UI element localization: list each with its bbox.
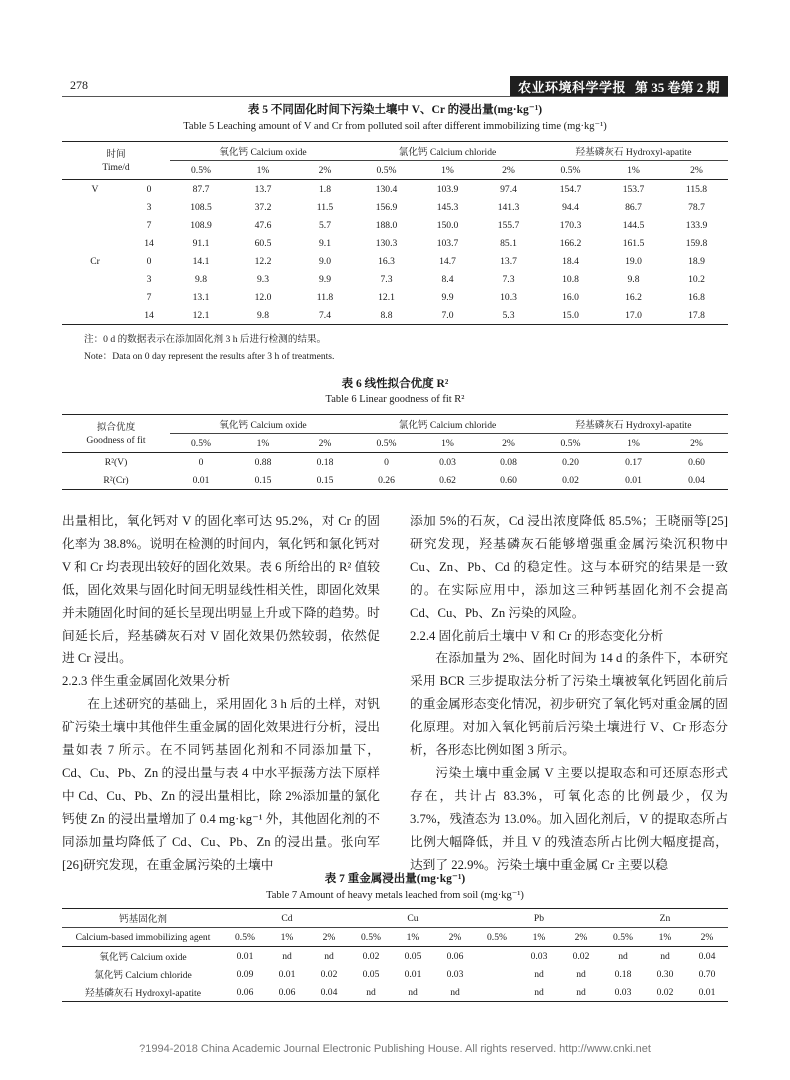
dose-header: 1% (256, 437, 270, 449)
value-cell: 13.7 (254, 183, 272, 195)
table7-caption-en: Table 7 Amount of heavy metals leached from soil (mg·kg⁻¹) (266, 890, 524, 901)
table5-head-time: 时间 Time/d (62, 142, 170, 180)
value-cell: 13.1 (192, 291, 210, 303)
value-cell: 0.03 (446, 968, 464, 980)
value-cell: 19.0 (625, 255, 642, 267)
dose-header: 2% (690, 437, 703, 449)
dose-header: 1% (280, 931, 294, 943)
value-cell: 0.30 (656, 968, 674, 980)
value-cell: nd (534, 986, 544, 998)
value-cell: 11.8 (316, 291, 334, 303)
value-cell: 0.01 (192, 474, 210, 486)
dose-header: 1% (441, 437, 454, 449)
value-cell: 0.01 (236, 950, 254, 962)
value-cell: 8.8 (380, 309, 393, 321)
table5 (62, 141, 728, 325)
paragraph: 出量相比，氧化钙对 V 的固化率可达 95.2%，对 Cr 的固化率为 38.8%。说明在检测的时间内，氧化钙和氯化钙对 V 和 Cr 均表现出较好的固化效果。表 6 所给出的 R² 值较低，固化效果与固化时间无明显线性相关性，即固化效果并未随固化时间的延长呈现出明显上升或下降的趋势。时间延长后，羟基磷灰石对 V 固化效果仍然较弱，依然促进 Cr 浸出。 (62, 514, 380, 666)
time-cell: 14 (144, 237, 154, 249)
value-cell: 150.0 (436, 219, 459, 231)
table-row (62, 288, 728, 306)
value-cell: 0.26 (378, 474, 395, 486)
table5-caption-cn: 表 5 不同固化时间下污染土壤中 V、Cr 的浸出量(mg·kg⁻¹) (247, 104, 543, 116)
value-cell: nd (408, 986, 418, 998)
dose-header: 1% (627, 164, 640, 176)
dose-header: 0.5% (361, 931, 381, 943)
table7-metal-header: Cd (224, 909, 350, 928)
value-cell: 7.0 (441, 309, 454, 321)
value-cell: 18.9 (688, 255, 705, 267)
value-cell: 10.2 (688, 273, 705, 285)
table-row (62, 947, 728, 966)
value-cell: 15.0 (562, 309, 579, 321)
value-cell: 87.7 (192, 183, 210, 195)
table7-metal-header: Zn (602, 909, 728, 928)
value-cell: 0.04 (698, 950, 716, 962)
value-cell: 7.3 (502, 273, 515, 285)
dose-header: 0.5% (191, 437, 211, 449)
value-cell: 0.88 (254, 456, 272, 468)
table5-note-cn: 注：0 d 的数据表示在添加固化剂 3 h 后进行检测的结果。 (84, 334, 327, 345)
table-row (62, 252, 728, 270)
value-cell: 0.04 (688, 474, 705, 486)
value-cell: 155.7 (497, 219, 520, 231)
value-cell: 7.4 (319, 309, 331, 321)
value-cell: nd (576, 968, 586, 980)
value-cell: 0.06 (446, 950, 464, 962)
table-row (62, 306, 728, 325)
dose-header: 2% (502, 164, 515, 176)
dose-header: 2% (448, 931, 462, 943)
paragraph: 污染土壤中重金属 V 主要以提取态和可还原态形式存在，共计占 83.3%，可氧化态的比例最少，仅为 3.7%，残渣态为 13.0%。加入固化剂后，V 的提取态所占比例大幅降低，并且 V 的残渣态所占比例大幅度提高，达到了 22.9%。污染土壤中重金属 Cr 主要以稳 (410, 765, 728, 872)
table5-note-en: Note：Data on 0 day represent the results after 3 h of treatments. (84, 351, 335, 362)
value-cell: 0.02 (572, 950, 590, 962)
time-cell: 7 (146, 291, 152, 303)
table-row (62, 234, 728, 252)
table7-head-cn: 钙基固化剂 (62, 909, 224, 928)
value-cell: 9.1 (319, 237, 331, 249)
element-cell (62, 306, 128, 325)
dose-header: 2% (318, 164, 332, 176)
row-label: 羟基磷灰石 Hydroxyl-apatite (85, 988, 201, 999)
value-cell: 60.5 (254, 237, 272, 249)
element-cell (62, 234, 128, 252)
value-cell: 17.8 (688, 309, 705, 321)
table-row (62, 965, 728, 983)
element-cell (62, 288, 128, 306)
value-cell: 0.02 (320, 968, 338, 980)
value-cell: 0.01 (625, 474, 642, 486)
page-number: 278 (70, 78, 88, 92)
dose-header: 1% (406, 931, 420, 943)
row-label: R²(V) (104, 456, 128, 468)
dose-header: 2% (690, 164, 703, 176)
value-cell: 170.3 (559, 219, 582, 231)
value-cell: 0.70 (698, 968, 716, 980)
value-cell: 12.0 (254, 291, 272, 303)
dose-header: 2% (322, 931, 336, 943)
value-cell: 1.8 (319, 183, 331, 195)
value-cell: 103.9 (436, 183, 459, 195)
value-cell (476, 965, 518, 983)
value-cell: 0.01 (278, 968, 296, 980)
value-cell: 0.01 (404, 968, 422, 980)
table7-head-en: Calcium-based immobilizing agent (75, 931, 211, 943)
value-cell: 0.03 (614, 986, 632, 998)
value-cell: 91.1 (192, 237, 210, 249)
value-cell: 9.9 (441, 291, 454, 303)
time-cell: 3 (146, 273, 152, 285)
value-cell: 159.8 (685, 237, 708, 249)
journal-volume: 第 35 卷第 2 期 (635, 80, 720, 95)
value-cell: 7.3 (380, 273, 393, 285)
dose-header: 0.5% (235, 931, 255, 943)
value-cell: 0.04 (320, 986, 338, 998)
value-cell: 8.4 (441, 273, 454, 285)
table5-group-header: 氧化钙 Calcium oxide (170, 142, 356, 161)
table5-group-header: 羟基磷灰石 Hydroxyl-apatite (539, 142, 728, 161)
element-cell: Cr (90, 255, 100, 267)
value-cell: 115.8 (685, 183, 708, 195)
value-cell: 0.02 (656, 986, 674, 998)
element-cell: V (91, 183, 99, 195)
time-cell: 14 (144, 309, 154, 321)
dose-header: 0.5% (191, 164, 211, 176)
dose-header: 0.5% (487, 931, 507, 943)
dose-header: 1% (658, 931, 672, 943)
time-cell: 7 (146, 219, 152, 231)
value-cell: 0.06 (236, 986, 254, 998)
table-row (62, 198, 728, 216)
table7-metal-header: Pb (476, 909, 602, 928)
value-cell: 94.4 (562, 201, 579, 213)
value-cell: 0.05 (404, 950, 422, 962)
dose-header: 2% (574, 931, 588, 943)
value-cell: 0.03 (530, 950, 548, 962)
value-cell: nd (366, 986, 376, 998)
value-cell: 9.8 (257, 309, 269, 321)
dose-header: 0.5% (376, 437, 397, 449)
table6-group-header: 氯化钙 Calcium chloride (356, 415, 539, 434)
value-cell: 0.01 (698, 986, 716, 998)
table6-group-header: 羟基磷灰石 Hydroxyl-apatite (539, 415, 728, 434)
value-cell: 108.9 (190, 219, 212, 231)
dose-header: 1% (532, 931, 546, 943)
value-cell: 145.3 (436, 201, 459, 213)
value-cell: 0.17 (625, 456, 642, 468)
value-cell: 0.60 (688, 456, 705, 468)
value-cell: 78.7 (688, 201, 705, 213)
value-cell: 16.8 (688, 291, 705, 303)
value-cell: 12.2 (254, 255, 272, 267)
value-cell: 133.9 (685, 219, 708, 231)
dose-header: 0.5% (560, 164, 581, 176)
paragraph: 添加 5%的石灰，Cd 浸出浓度降低 85.5%；王晓丽等[25]研究发现，羟基磷灰石能够增强重金属污染沉积物中 Cu、Zn、Pb、Cd 的稳定性。这与本研究的结果是一致的。在实际应用中，添加这三种钙基固化剂不会提高 Cd、Cu、Pb、Zn 污染的风险。 (410, 514, 728, 620)
dose-header: 2% (700, 931, 714, 943)
value-cell: 0.15 (254, 474, 272, 486)
row-label: R²(Cr) (103, 474, 129, 486)
value-cell: 0.03 (439, 456, 456, 468)
value-cell: 5.7 (319, 219, 331, 231)
dose-header: 1% (627, 437, 640, 449)
table5-caption-en: Table 5 Leaching amount of V and Cr from polluted soil after different immobilizing time (mg·kg⁻¹) (183, 121, 607, 132)
value-cell: 0.02 (362, 950, 380, 962)
body-left-column (62, 510, 380, 877)
paragraph: 在添加量为 2%、固化时间为 14 d 的条件下，本研究采用 BCR 三步提取法分析了污染土壤被氧化钙固化前后的重金属形态变化情况，初步研究了氧化钙对重金属的固化原理。对加入氧化钙前后污染土壤进行 V、Cr 形态分析，各形态比例如图 3 所示。 (410, 651, 728, 758)
row-label: 氯化钙 Calcium chloride (94, 970, 192, 981)
value-cell: nd (282, 950, 292, 962)
value-cell: 141.3 (497, 201, 520, 213)
value-cell: 14.7 (439, 255, 456, 267)
dose-header: 1% (441, 164, 454, 176)
value-cell: 0 (384, 456, 389, 468)
header-rule (62, 96, 728, 97)
element-cell (62, 216, 128, 234)
value-cell: 103.7 (436, 237, 459, 249)
value-cell: 5.3 (502, 309, 515, 321)
value-cell: 130.4 (375, 183, 398, 195)
value-cell: 14.1 (192, 255, 210, 267)
value-cell: nd (534, 968, 544, 980)
value-cell: 144.5 (622, 219, 645, 231)
value-cell: 9.3 (257, 273, 269, 285)
value-cell: 17.0 (625, 309, 642, 321)
table-row (62, 453, 728, 472)
value-cell: 188.0 (375, 219, 398, 231)
value-cell: 12.1 (378, 291, 395, 303)
value-cell: 11.5 (316, 201, 334, 213)
value-cell: 0.06 (278, 986, 296, 998)
value-cell: 0.20 (562, 456, 579, 468)
time-cell: 3 (146, 201, 152, 213)
value-cell: 86.7 (625, 201, 642, 213)
dose-header: 2% (318, 437, 332, 449)
value-cell: 0 (198, 456, 204, 468)
value-cell: 12.1 (192, 309, 210, 321)
dose-header: 2% (502, 437, 515, 449)
table7-metal-header: Cu (350, 909, 476, 928)
value-cell: 9.9 (319, 273, 331, 285)
value-cell: 18.4 (562, 255, 579, 267)
time-cell: 0 (146, 183, 152, 195)
table6-group-header: 氧化钙 Calcium oxide (170, 415, 356, 434)
value-cell: 9.8 (627, 273, 640, 285)
value-cell: 156.9 (375, 201, 398, 213)
row-label: 氧化钙 Calcium oxide (99, 952, 187, 963)
value-cell: 97.4 (500, 183, 517, 195)
section-heading: 2.2.3 伴生重金属固化效果分析 (62, 674, 231, 689)
dose-header: 0.5% (376, 164, 397, 176)
dose-header: 0.5% (560, 437, 581, 449)
value-cell: 0.09 (236, 968, 254, 980)
value-cell: 16.3 (378, 255, 395, 267)
body-right-column (410, 510, 728, 877)
value-cell: nd (324, 950, 334, 962)
value-cell: 0.15 (316, 474, 334, 486)
table5-group-header: 氯化钙 Calcium chloride (356, 142, 539, 161)
table-row (62, 471, 728, 490)
value-cell (476, 983, 518, 1002)
value-cell: 0.02 (562, 474, 579, 486)
value-cell: 161.5 (622, 237, 645, 249)
value-cell: 0.08 (500, 456, 517, 468)
value-cell: nd (618, 950, 628, 962)
table-row (62, 983, 728, 1002)
value-cell: 10.8 (562, 273, 579, 285)
time-cell: 0 (146, 255, 152, 267)
value-cell: 37.2 (254, 201, 272, 213)
value-cell: 85.1 (500, 237, 517, 249)
table-row (62, 216, 728, 234)
table-row (62, 270, 728, 288)
value-cell: 10.3 (500, 291, 517, 303)
value-cell: 0.05 (362, 968, 380, 980)
value-cell: 154.7 (559, 183, 582, 195)
element-cell (62, 270, 128, 288)
table6-head-label: 拟合优度 Goodness of fit (62, 415, 170, 453)
value-cell: 166.2 (559, 237, 582, 249)
value-cell: 0.62 (439, 474, 456, 486)
value-cell: 13.7 (500, 255, 517, 267)
table7 (62, 908, 728, 1002)
value-cell: 130.3 (375, 237, 398, 249)
table6-caption-en: Table 6 Linear goodness of fit R² (325, 394, 465, 405)
table7-caption-cn: 表 7 重金属浸出量(mg·kg⁻¹) (324, 873, 466, 885)
value-cell: 47.6 (254, 219, 272, 231)
paragraph: 在上述研究的基础上，采用固化 3 h 后的土样，对钒矿污染土壤中其他伴生重金属的固化效果进行分析，浸出量如表 7 所示。在不同钙基固化剂和不同添加量下，Cd、Cu、Pb、Zn 的浸出量与表 4 中水平振荡方法下原样中 Cd、Cu、Pb、Zn 的浸出量相比，除 2%添加量的氯化钙使 Zn 的浸出量增加了 0.4 mg·kg⁻¹ 外，其他固化剂的不同添加量均降低了 Cd、Cu、Pb、Zn 的浸出量。张向军[26]研究发现，在重金属污染的土壤中 (62, 697, 380, 872)
value-cell: 153.7 (622, 183, 645, 195)
section-heading: 2.2.4 固化前后土壤中 V 和 Cr 的形态变化分析 (410, 628, 664, 643)
copyright-footer: ?1994-2018 China Academic Journal Electronic Publishing House. All rights reserved. http://www.cnki.net (139, 1043, 651, 1055)
value-cell: nd (450, 986, 460, 998)
table6 (62, 414, 728, 490)
value-cell: 0.60 (500, 474, 517, 486)
value-cell: 0.18 (614, 968, 632, 980)
dose-header: 0.5% (613, 931, 633, 943)
value-cell: 16.2 (625, 291, 642, 303)
value-cell: nd (660, 950, 670, 962)
value-cell: 16.0 (562, 291, 579, 303)
dose-header: 1% (256, 164, 270, 176)
table6-caption-cn: 表 6 线性拟合优度 R² (341, 378, 449, 390)
element-cell (62, 198, 128, 216)
value-cell: 108.5 (190, 201, 212, 213)
value-cell: 9.0 (319, 255, 331, 267)
value-cell: nd (576, 986, 586, 998)
journal-name: 农业环境科学学报 (518, 80, 627, 95)
value-cell: 9.8 (195, 273, 207, 285)
value-cell: 0.18 (316, 456, 334, 468)
value-cell (476, 947, 518, 966)
table-row (62, 180, 728, 199)
